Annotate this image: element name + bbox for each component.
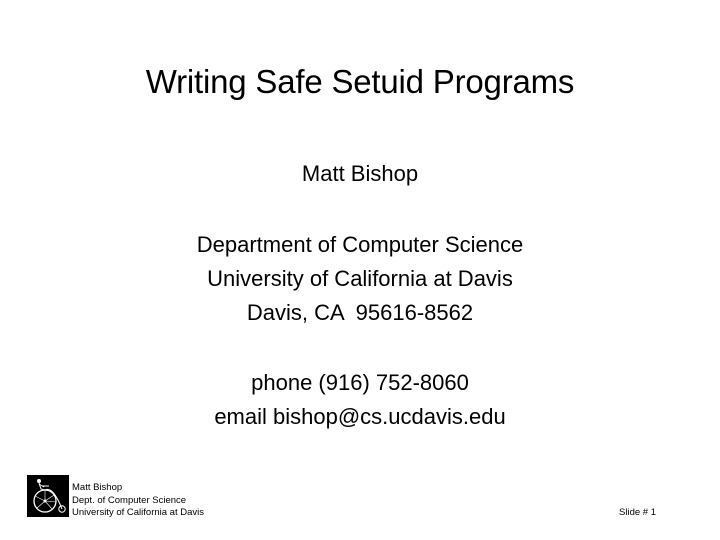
footer-department: Dept. of Computer Science	[72, 494, 187, 506]
email-line: email bishop@cs.ucdavis.edu	[214, 404, 506, 429]
footer-info	[72, 482, 204, 520]
footer-author: Matt Bishop	[72, 482, 123, 493]
slide-title: Writing Safe Setuid Programs	[145, 63, 575, 100]
footer-university: University of California at Davis	[72, 507, 204, 518]
slide-number: Slide # 1	[619, 507, 656, 518]
address-block	[0, 228, 720, 330]
department-line: Department of Computer Science	[196, 232, 524, 257]
penny-farthing-bicycle-icon	[27, 475, 69, 517]
contact-block	[0, 366, 720, 434]
phone-line: phone (916) 752-8060	[251, 370, 469, 395]
university-line: University of California at Davis	[207, 266, 513, 291]
city-line: Davis, CA 95616-8562	[246, 300, 474, 325]
author-name: Matt Bishop	[301, 161, 419, 186]
